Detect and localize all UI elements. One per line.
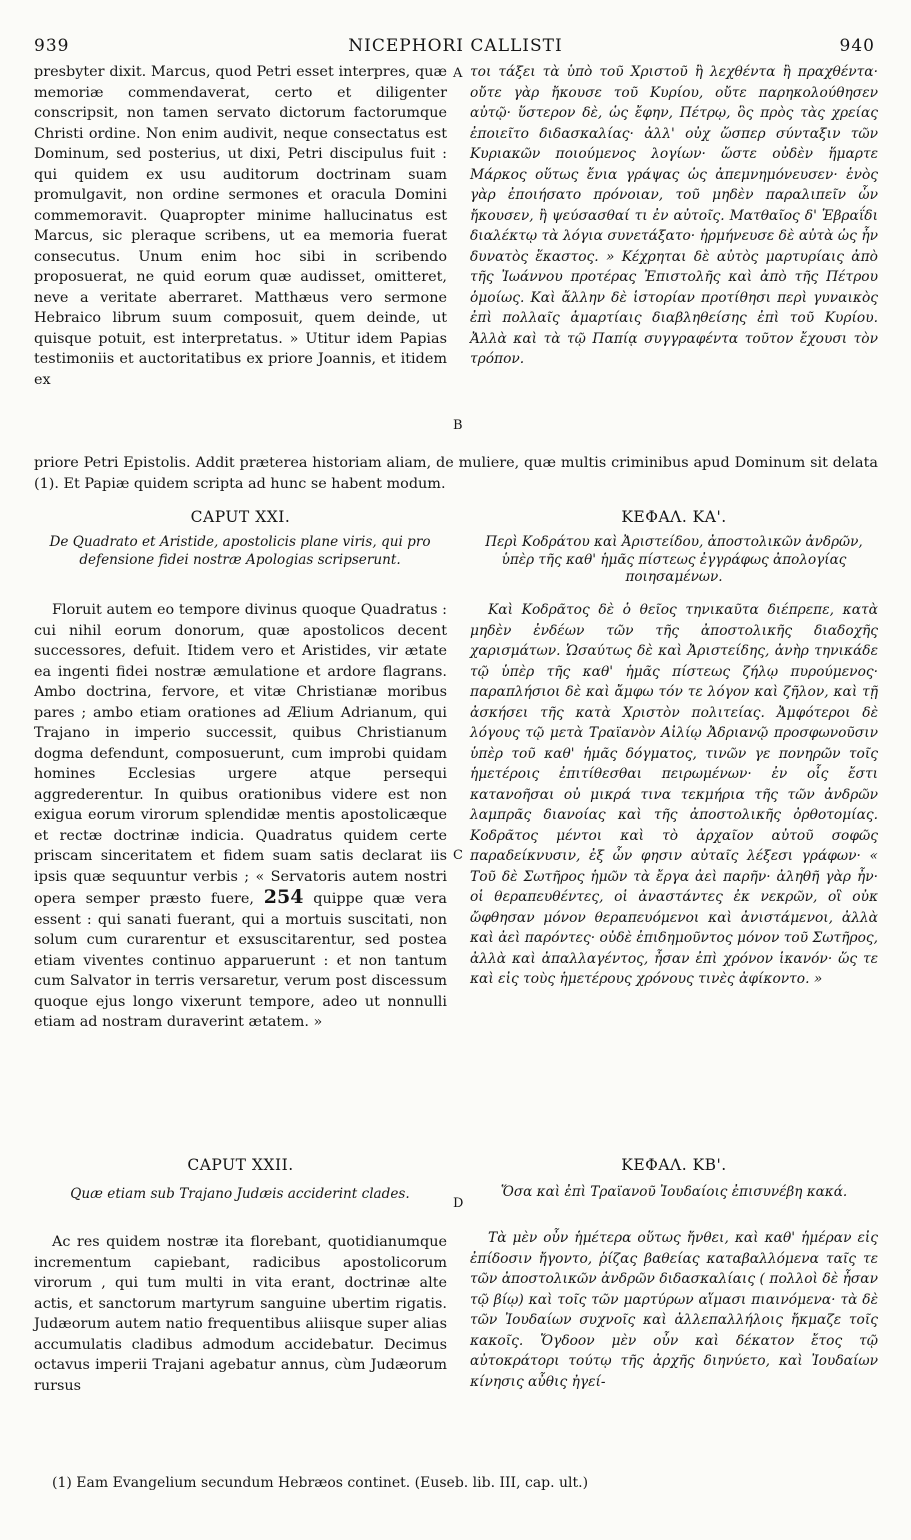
full-width-line: priore Petri Epistolis. Addit præterea historiam aliam, de muliere, quæ multis criminibus apud Dominum sit delata (1). Et Papiæ quidem scripta ad hunc se habent modum.: [34, 455, 878, 492]
latin-chapter-21-heading: CAPUT XXI.: [190, 508, 291, 526]
latin-column-ch21: [34, 600, 447, 1033]
latin-column-top: [34, 62, 447, 390]
greek-column-ch22: [470, 1228, 878, 1392]
page-number-right: 940: [839, 36, 875, 56]
greek-chapter-22-subtitle: Ὅσα καὶ ἐπὶ Τραϊανοῦ Ἰουδαίοις ἐπισυνέβη κακά.: [500, 1184, 848, 1200]
page-number-left: 939: [34, 36, 70, 56]
latin-ch21-text-b: quippe quæ vera essent : qui sanati fuerant, qui a mortuis suscitati, non solum cum curarentur et exsuscitarentur, sed postea etiam viventes continuo apparuerunt : et non tantum cum Salvator in terris versaretur, verum post discessum quoque ejus longo vixerunt tempore, adeo ut nonnulli etiam ad nostram duraverint ætatem. »: [34, 891, 447, 1030]
latin-chapter-22-subtitle: Quæ etiam sub Trajano Judæis acciderint clades.: [70, 1186, 410, 1202]
greek-ch22-body: Τὰ μὲν οὖν ἡμέτερα οὕτως ἤνθει, καὶ καθ' ἡμέραν εἰς ἐπίδοσιν ἤγοντο, ῥίζας βαθείας καταβαλλόμενα ταῖς τε τῶν ἀποστολικῶν ἀνδρῶν διδασκαλίαις ( πολλοὶ δὲ ἦσαν τῷ βίῳ) καὶ τοῖς τῶν μαρτύρων αἵμασι πιαινόμενα· τὰ δὲ τῶν Ἰουδαίων συχνοῖς καὶ ἀλλεπαλλήλοις ἤκμαζε τοῖς κακοῖς. Ὄγδοον μὲν οὖν καὶ δέκατον ἔτος τῷ αὐτοκράτορι τούτῳ τῆς ἀρχῆς διηνύετο, καὶ Ἰουδαίων κίνησις αὖθις ἠγεί-: [470, 1230, 878, 1390]
greek-column-top: [470, 62, 878, 370]
margin-mark-c: C: [453, 848, 463, 863]
latin-ch21-body: [34, 600, 447, 1033]
greek-text-top: τοι τάξει τὰ ὑπὸ τοῦ Χριστοῦ ἢ λεχθέντα ἢ πραχθέντα· οὔτε γὰρ ἤκουσε τοῦ Κυρίου, οὔτε παρηκολούθησεν αὐτῷ· ὕστερον δὲ, ὡς ἔφην, Πέτρῳ, ὃς πρὸς τὰς χρείας ἐποιεῖτο διδασκαλίας· ἀλλ' οὐχ ὥσπερ σύνταξιν τῶν Κυριακῶν ποιούμενος λογίων· ὥστε οὐδὲν ἥμαρτε Μάρκος οὕτως ἔνια γράψας ὡς ἀπεμνημόνευσεν· ἑνὸς γὰρ ἐποιήσατο πρόνοιαν, τοῦ μηδὲν παραλιπεῖν ὧν ἤκουσεν, ἢ ψεύσασθαί τι ἐν αὐτοῖς. Ματθαῖος δ' Ἑβραΐδι διαλέκτῳ τὰ λόγια συνετάξατο· ἡρμήνευσε δὲ αὐτὰ ὡς ἦν δυνατὸς ἕκαστος. » Κέχρηται δὲ αὐτὸς μαρτυρίαις ἀπὸ τῆς Ἰωάννου προτέρας Ἐπιστολῆς καὶ ἀπὸ τῆς Πέτρου ὁμοίως. Καὶ ἄλλην δὲ ἱστορίαν προτίθησι περὶ γυναικὸς ἐπὶ πολλαῖς ἁμαρτίαις διαβληθείσης ἐπὶ τοῦ Κυρίου. Ἀλλὰ καὶ τὰ τῷ Παπίᾳ συγγραφέντα τοῦτον ἔχουσι τὸν τρόπον.: [470, 64, 878, 367]
full-width-text: [34, 453, 878, 494]
latin-chapter-22-heading: CAPUT XXII.: [187, 1156, 294, 1174]
latin-chapter-21-subtitle: De Quadrato et Aristide, apostolicis plane viris, qui pro defensione fidei nostræ Apologias scripserunt.: [49, 534, 431, 568]
greek-chapter-22-heading: ΚΕΦΑΛ. ΚΒ'.: [621, 1156, 727, 1174]
margin-mark-b: B: [453, 418, 463, 433]
greek-chapter-21-subtitle: Περὶ Κοδράτου καὶ Ἀριστείδου, ἀποστολικῶν ἀνδρῶν, ὑπὲρ τῆς καθ' ἡμᾶς πίστεως ἐγγράφως ἀπολογίας ποιησαμένων.: [485, 534, 863, 585]
margin-mark-d: D: [453, 1196, 464, 1211]
running-title: NICEPHORI CALLISTI: [348, 36, 563, 56]
page-marker: 254: [263, 886, 304, 908]
latin-column-ch22: [34, 1232, 447, 1396]
greek-chapter-21-heading: ΚΕΦΑΛ. ΚΑ'.: [621, 508, 727, 526]
greek-ch21-body: Καὶ Κοδρᾶτος δὲ ὁ θεῖος τηνικαῦτα διέπρεπε, κατὰ μηδὲν ἐνδέων τῶν τῆς ἀποστολικῆς διαδοχῆς χαρισμάτων. Ὡσαύτως δὲ καὶ Ἀριστείδης, ἀνὴρ τηνικάδε τῷ ὑπὲρ τῆς καθ' ἡμᾶς πίστεως ζήλῳ πυρούμενος· παραπλήσιοι δὲ καὶ ἄμφω τόν τε λόγον καὶ ζῆλον, καὶ τῇ ἀσκήσει τῆς κατὰ Χριστὸν πολιτείας. Ἀμφότεροι δὲ λόγους τῷ μετὰ Τραϊανὸν Αἰλίῳ Ἀδριανῷ προσφωνοῦσιν ὑπὲρ τοῦ καθ' ἡμᾶς δόγματος, τινῶν γε πονηρῶν τοῖς ἡμετέροις ἐπιτίθεσθαι πειρωμένων· ἐν οἷς ἔστι κατανοῆσαι οὐ μικρά τινα τεκμήρια τῆς τῶν ἀνδρῶν λαμπρᾶς διανοίας καὶ τῆς ἀποστολικῆς ὀρθοτομίας. Κοδρᾶτος μέντοι καὶ τὸ ἀρχαῖον αὐτοῦ σοφῶς παραδείκνυσιν, ἐξ ὧν φησιν αὐταῖς λέξεσι γράφων· « Τοῦ δὲ Σωτῆρος ἡμῶν τὰ ἔργα ἀεὶ παρῆν· ἀληθῆ γὰρ ἦν· οἱ θεραπευθέντες, οἱ ἀναστάντες ἐκ νεκρῶν, οἳ οὐκ ὤφθησαν μόνον θεραπευόμενοι καὶ ἀνιστάμενοι, ἀλλὰ καὶ ἀεὶ παρόντες· οὐδὲ ἐπιδημοῦντος μόνον τοῦ Σωτῆρος, ἀλλὰ καὶ ἀπαλλαγέντος, ἦσαν ἐπὶ χρόνον ἱκανόν· ὥς τε καὶ εἰς τοὺς ἡμετέρους χρόνους τινὲς ἀφίκοντο. »: [470, 602, 878, 987]
greek-column-ch21: [470, 600, 878, 990]
footnote: (1) Eam Evangelium secundum Hebræos continet. (Euseb. lib. III, cap. ult.): [52, 1475, 589, 1491]
latin-ch21-text-a: Floruit autem eo tempore divinus quoque Quadratus : cui nihil eorum donorum, quæ apostolicos decent successores, defuit. Itidem vero et Aristides, vir ætate ea ingenti fidei nostræ æmulatione et ardore flagrans. Ambo doctrina, fervore, et vitæ Christianæ moribus pares ; ambo etiam orationes ad Ælium Adrianum, qui Trajano in imperio successit, quibus Christianum dogma defendunt, composuerunt, cum improbi quidam homines Ecclesias urgere atque persequi aggrederentur. In quibus orationibus videre est non exigua eorum virorum splendidæ mentis apostolicæque et rectæ doctrinæ indicia. Quadratus quidem certe priscam sinceritatem et fidem suam satis declarat iis ipsis quæ sequuntur verbis ; « Servatoris autem nostri opera semper præsto fuere,: [34, 602, 447, 907]
latin-ch22-body: Ac res quidem nostræ ita florebant, quotidianumque incrementum capiebant, radicibus apostolicorum virorum , qui tum multi in vita erant, doctrinæ alte actis, et sanctorum martyrum sanguine ubertim rigatis. Judæorum autem natio frequentibus aliisque super alias accumulatis cladibus admodum accidebatur. Decimus octavus imperii Trajani agebatur annus, cùm Judæorum rursus: [34, 1234, 447, 1394]
margin-mark-a: A: [453, 66, 463, 81]
latin-text-top: presbyter dixit. Marcus, quod Petri esset interpres, quæ memoriæ commendaverat, certo et diligenter conscripsit, non tamen servato dictorum factorumque Christi ordine. Non enim audivit, neque consectatus est Dominum, sed posterius, ut dixi, Petri discipulus fuit : qui quidem ex usu auditorum doctrinam suam promulgavit, non ordine sermones et oracula Domini commemoravit. Quapropter minime hallucinatus est Marcus, sic pleraque scribens, ut ea memoria fuerat consecutus. Unum enim hoc sibi in scribendo proposuerat, ne quid eorum quæ audisset, omitteret, neve a veritate aberraret. Matthæus vero sermone Hebraico librum suum composuit, quem deinde, ut quisque potuit, est interpretatus. » Utitur idem Papias testimoniis et auctoritatibus ex priore Joannis, et itidem ex: [34, 64, 447, 388]
